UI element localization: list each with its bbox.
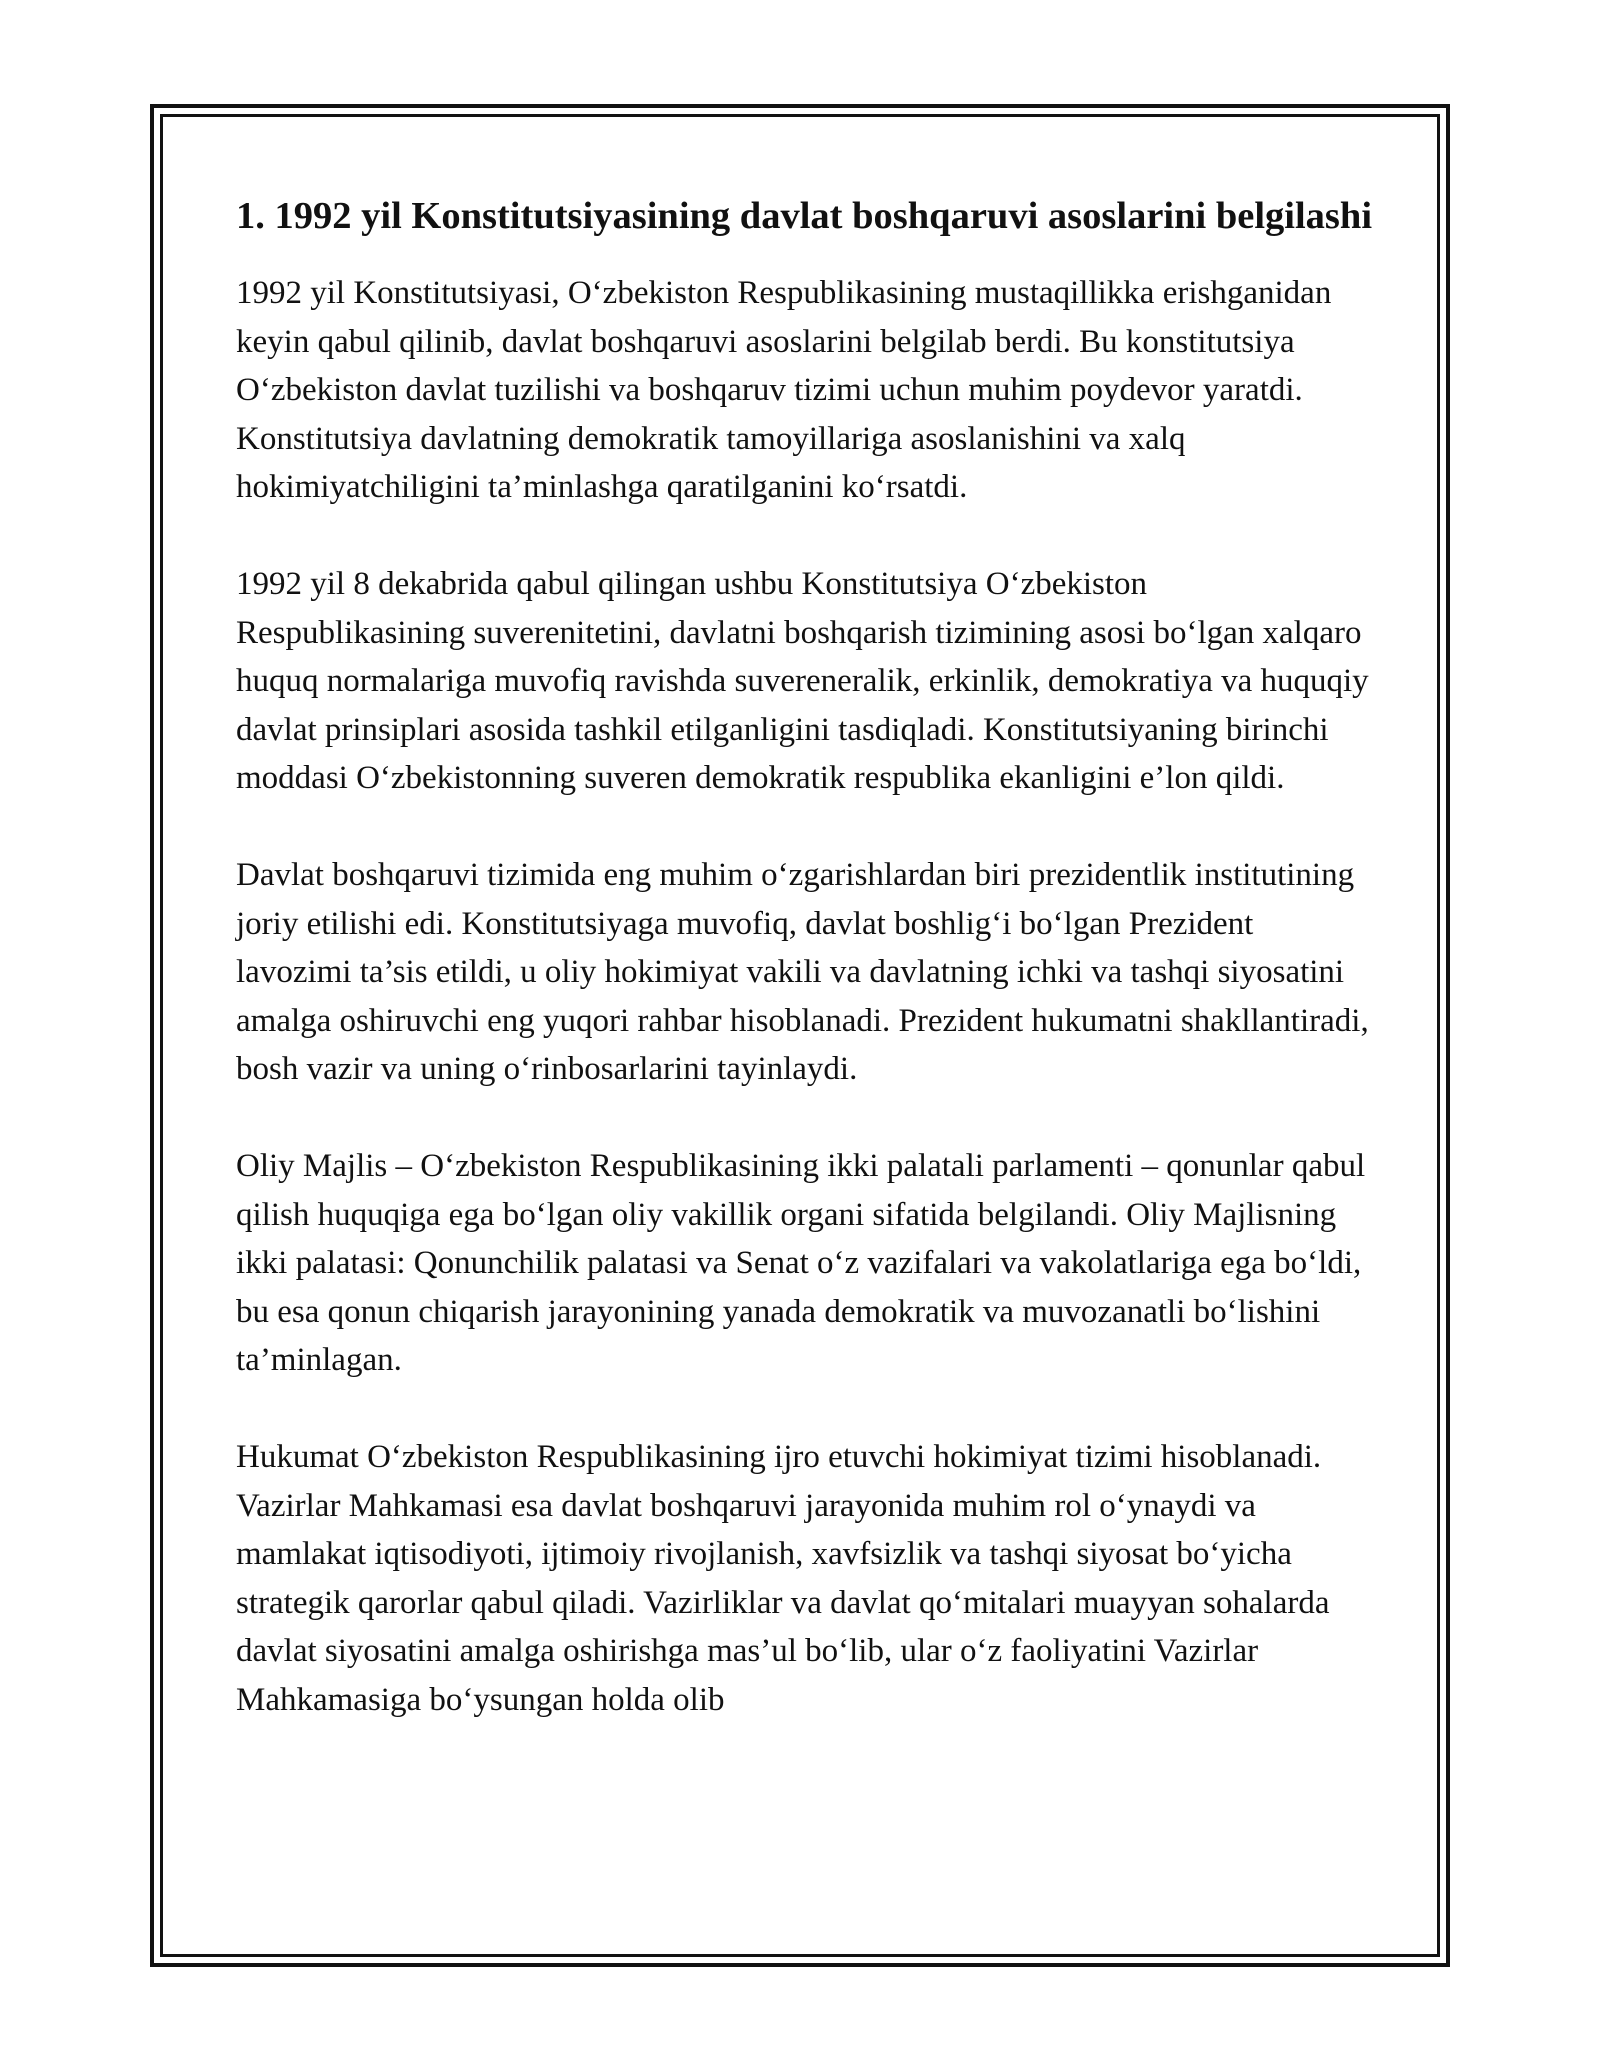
paragraph-1: 1992 yil Konstitutsiyasi, O‘zbekiston Respublikasining mustaqillikka erishganidan keyin qabul qilinib, davlat boshqaruvi asoslarini belgilab berdi. Bu konstitutsiya O‘zbekiston davlat tuzilishi va boshqaruv tizimi uchun muhim poydevor yaratdi. Konstitutsiya davlatning demokratik tamoyillariga asoslanishini va xalq hokimiyatchiligini ta’minlashga qaratilganini ko‘rsatdi.: [236, 275, 1332, 505]
paragraph-2: 1992 yil 8 dekabrida qabul qilingan ushbu Konstitutsiya O‘zbekiston Respublikasining suverenitetini, davlatni boshqarish tizimining asosi bo‘lgan xalqaro huquq normalariga muvofiq ravishda suvereneralik, erkinlik, demokratiya va huquqiy davlat prinsiplari asosida tashkil etilganligini tasdiqladi. Konstitutsiyaning birinchi moddasi O‘zbekistonning suveren demokratik respublika ekanligini e’lon qildi.: [236, 566, 1369, 796]
document-body: [236, 190, 1376, 1724]
paragraph-5: Hukumat O‘zbekiston Respublikasining ijro etuvchi hokimiyat tizimi hisoblanadi. Vazirlar Mahkamasi esa davlat boshqaruvi jarayonida muhim rol o‘ynaydi va mamlakat iqtisodiyoti, ijtimoiy rivojlanish, xavfsizlik va tashqi siyosat bo‘yicha strategik qarorlar qabul qiladi. Vazirliklar va davlat qo‘mitalari muayyan sohalarda davlat siyosatini amalga oshirishga mas’ul bo‘lib, ular o‘z faoliyatini Vazirlar Mahkamasiga bo‘ysungan holda olib: [236, 1439, 1330, 1718]
section-heading: 1. 1992 yil Konstitutsiyasining davlat boshqaruvi asoslarini belgilashi: [236, 195, 1373, 237]
paragraph-4: Oliy Majlis – O‘zbekiston Respublikasining ikki palatali parlamenti – qonunlar qabul qilish huquqiga ega bo‘lgan oliy vakillik organi sifatida belgilandi. Oliy Majlisning ikki palatasi: Qonunchilik palatasi va Senat o‘z vazifalari va vakolatlariga ega bo‘ldi, bu esa qonun chiqarish jarayonining yanada demokratik va muvozanatli bo‘lishini ta’minlagan.: [236, 1148, 1366, 1378]
paragraph-3: Davlat boshqaruvi tizimida eng muhim o‘zgarishlardan biri prezidentlik institutining joriy etilishi edi. Konstitutsiyaga muvofiq, davlat boshlig‘i bo‘lgan Prezident lavozimi ta’sis etildi, u oliy hokimiyat vakili va davlatning ichki va tashqi siyosatini amalga oshiruvchi eng yuqori rahbar hisoblanadi. Prezident hukumatni shakllantiradi, bosh vazir va uning o‘rinbosarlarini tayinlaydi.: [236, 857, 1369, 1087]
